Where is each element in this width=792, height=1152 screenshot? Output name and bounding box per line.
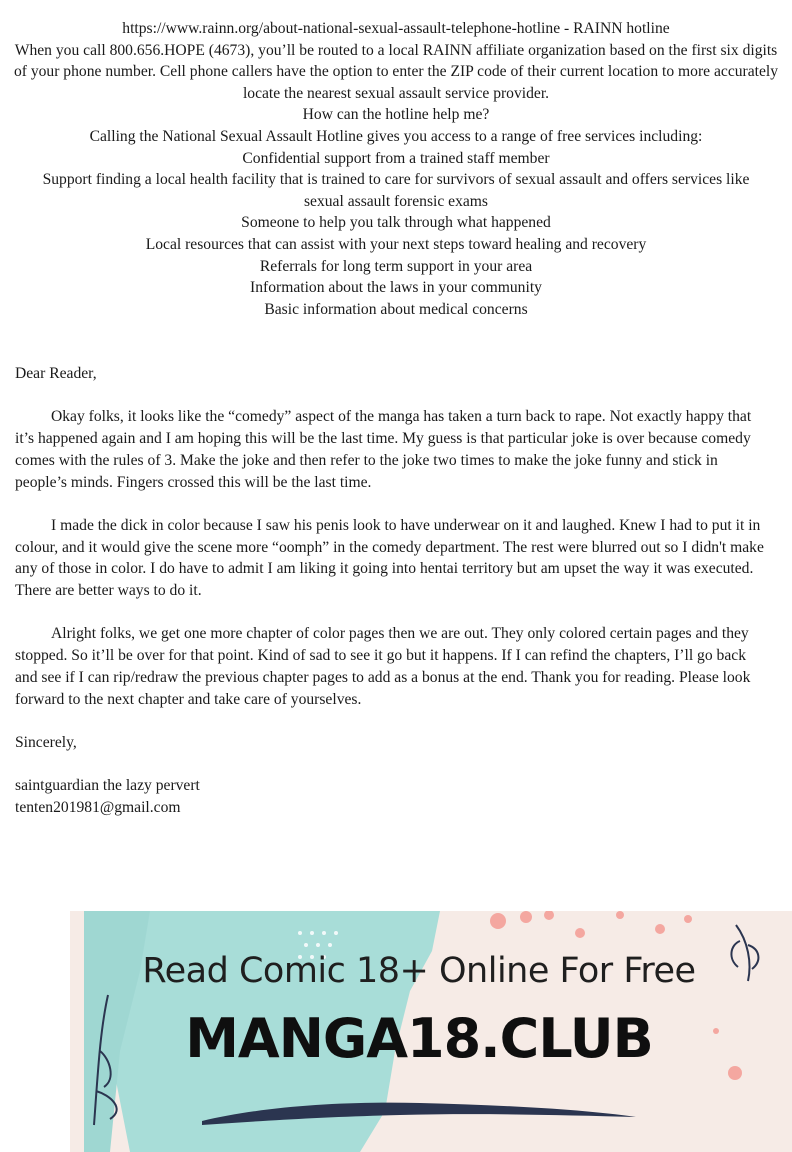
promo-banner[interactable] [0,911,792,1152]
translator-letter [15,363,770,819]
hotline-question: How can the hotline help me? [302,106,490,124]
source-line: https://www.rainn.org/about-national-sexual-assault-telephone-hotline - RAINN hotline [122,20,670,37]
service-item: Basic information about medical concerns [264,300,528,318]
service-item: Confidential support from a trained staff member [242,149,550,167]
service-item: Referrals for long term support in your area [259,257,533,275]
service-item: Information about the laws in your community [250,279,542,297]
banner-site-name[interactable]: MANGA18.CLUB [185,1007,653,1070]
hotline-intro: When you call 800.656.HOPE (4673), you’ll be routed to a local RAINN affiliate organization based on the first six digits of your phone number. Cell phone callers have the option to enter the ZIP code of their current location to more accurately locate the nearest sexual assault service provider. [13,41,779,102]
letter-greeting: Dear Reader, [15,365,97,382]
service-item: Someone to help you talk through what happened [241,214,551,232]
service-item: Support finding a local health facility that is trained to care for survivors of sexual assault and offers services like sexual assault forensic exams [42,171,750,210]
letter-signature: saintguardian the lazy pervert [15,777,200,795]
banner-tagline: Read Comic 18+ Online For Free [142,951,696,991]
hotline-info [10,18,782,320]
letter-paragraph: I made the dick in color because I saw his penis look to have underwear on it and laughed. Knew I had to put it in colour, and it would give the scene more “oomph” in the comedy department. The rest were blurred out so I didn't make any of those in color. I do have to admit I am liking it going into hentai territory but am upset the way it was executed. There are better ways to do it. [15,516,764,599]
services-intro: Calling the National Sexual Assault Hotline gives you access to a range of free services including: [89,127,703,145]
letter-closing: Sincerely, [15,733,77,751]
letter-email[interactable]: tenten201981@gmail.com [15,798,181,816]
service-item: Local resources that can assist with your next steps toward healing and recovery [145,235,647,253]
letter-paragraph: Okay folks, it looks like the “comedy” aspect of the manga has taken a turn back to rape. Not exactly happy that it’s happened again and I am hoping this will be the last time. My guess is that particular joke is over because comedy comes with the rules of 3. Make the joke and then refer to the joke two times to make the joke funny and stick in people’s minds. Fingers crossed this will be the last time. [15,408,752,491]
letter-paragraph: Alright folks, we get one more chapter of color pages then we are out. They only colored certain pages and they stopped. So it’ll be over for that point. Kind of sad to see it go but it happens. If I can refind the chapters, I’ll go back and see if I can rip/redraw the previous chapter pages to add as a bonus at the end. Thank you for reading. Please look forward to the next chapter and take care of yourselves. [15,625,751,708]
